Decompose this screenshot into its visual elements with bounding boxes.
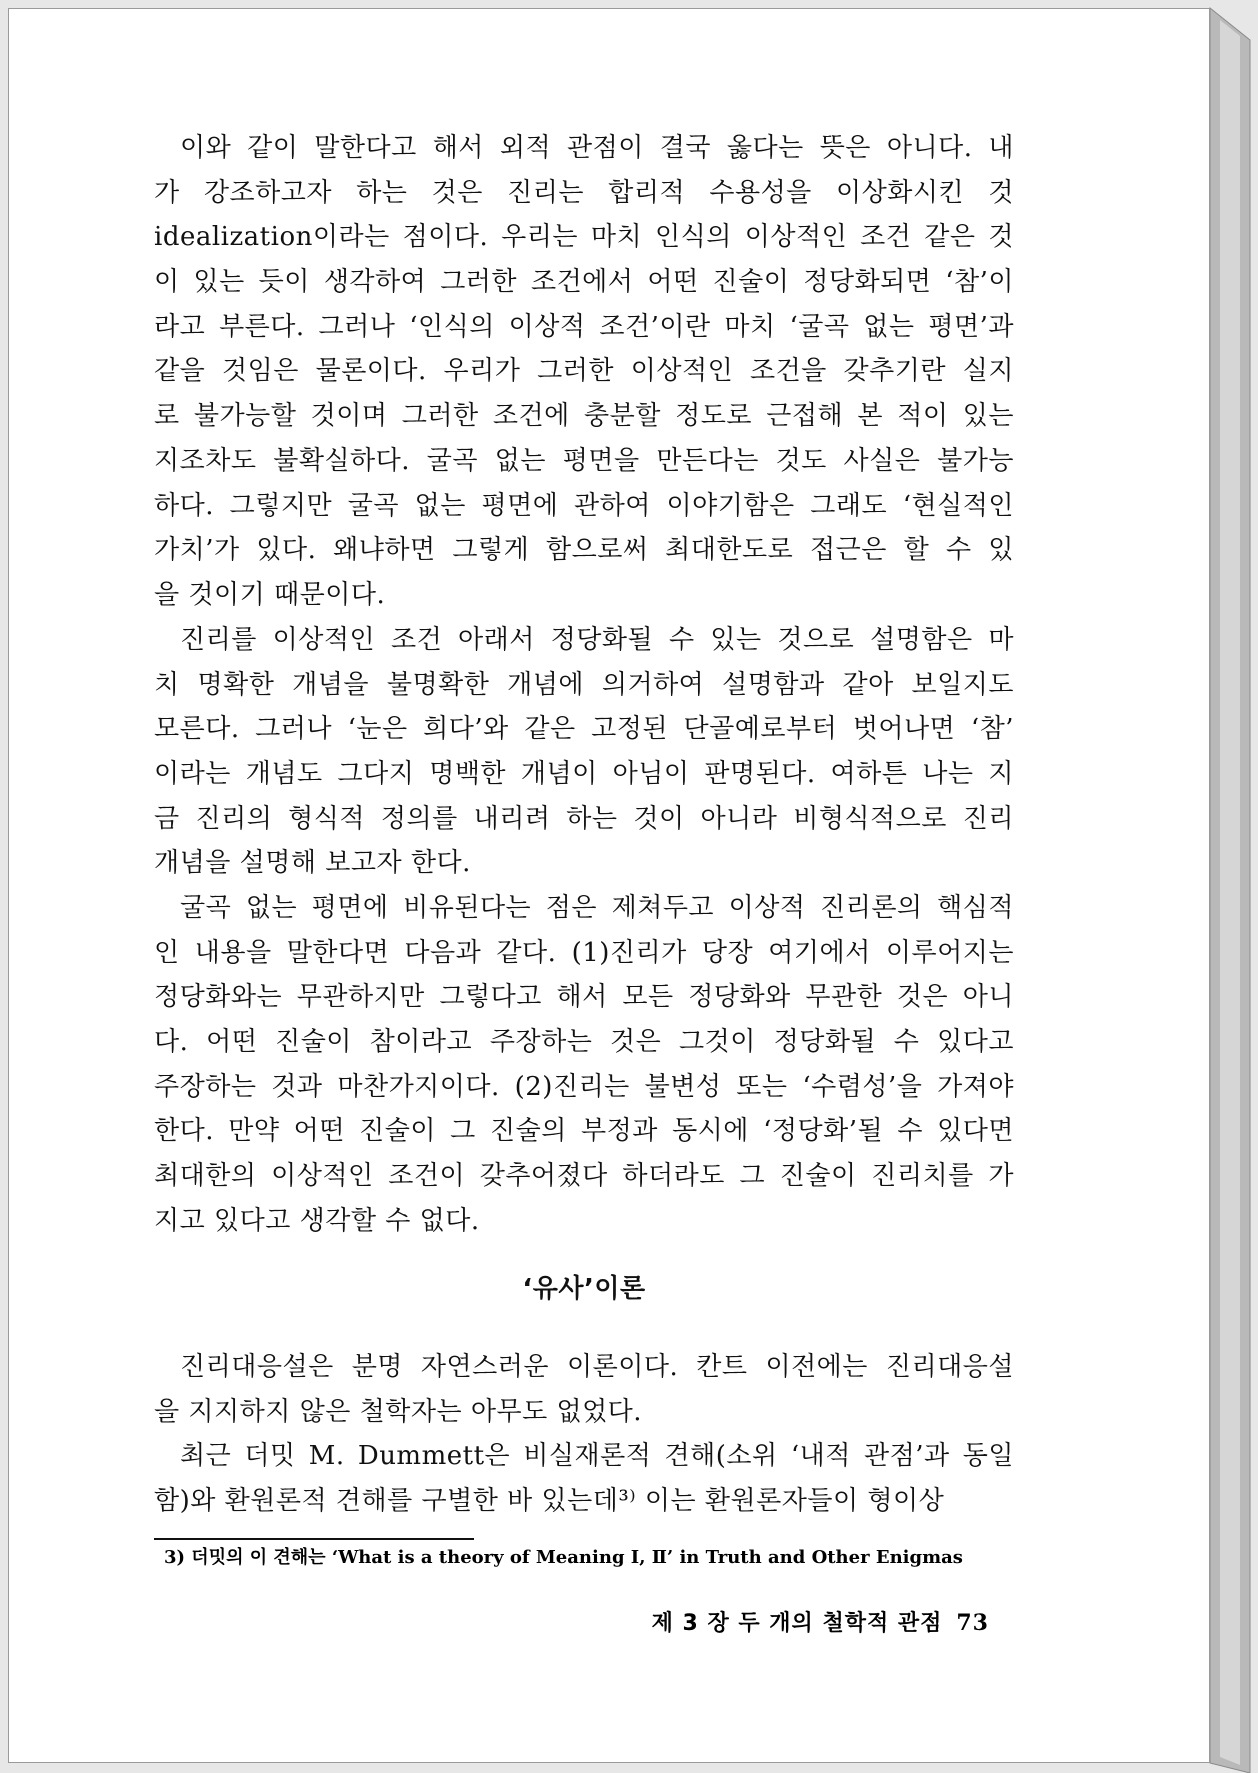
text-line: 가치’가 있다. 왜냐하면 그렇게 함으로써 최대한도로 접근은 할 수 있 [154, 535, 1014, 566]
section-heading: ‘유사’이론 [522, 1274, 646, 1304]
text-line: 이라는 개념도 그다지 명백한 개념이 아님이 판명된다. 여하튼 나는 지 [154, 759, 1014, 790]
paragraph-2 [154, 618, 1014, 886]
text-line: 함)와 환원론적 견해를 구별한 바 있는데³⁾ 이는 환원론자들이 형이상 [154, 1485, 945, 1516]
text-line: 이 있는 듯이 생각하여 그러한 조건에서 어떤 진술이 정당화되면 ‘참’이 [154, 267, 1014, 298]
text-line: 로 불가능할 것이며 그러한 조건에 충분할 정도로 근접해 본 적이 있는 [154, 401, 1014, 432]
chapter-title: 제 3 장 두 개의 철학적 관점 [651, 1611, 943, 1636]
page-number: 73 [956, 1610, 989, 1636]
text-line: 금 진리의 형식적 정의를 내리려 하는 것이 아니라 비형식적으로 진리 [154, 803, 1014, 834]
paragraph-1 [154, 126, 1014, 618]
text-line: 모른다. 그러나 ‘눈은 희다’와 같은 고정된 단골예로부터 벗어나면 ‘참’ [154, 714, 1014, 745]
text-line: 하다. 그렇지만 굴곡 없는 평면에 관하여 이야기함은 그래도 ‘현실적인 [154, 490, 1014, 521]
text-line: 진리를 이상적인 조건 아래서 정당화될 수 있는 것으로 설명함은 마 [180, 625, 1014, 655]
text-line: 을 것이기 때문이다. [154, 579, 386, 610]
running-footer [603, 1606, 989, 1637]
paragraph-5 [154, 1434, 1014, 1523]
text-line: 진리대응설은 분명 자연스러운 이론이다. 칸트 이전에는 진리대응설 [180, 1352, 1014, 1382]
text-line: 인 내용을 말한다면 다음과 같다. (1)진리가 당장 여기에서 이루어지는 [154, 937, 1014, 968]
footnote-rule [154, 1538, 474, 1540]
text-line: 라고 부른다. 그러나 ‘인식의 이상적 조건’이란 마치 ‘굴곡 없는 평면’과 [154, 311, 1014, 342]
text-line: 을 지지하지 않은 철학자는 아무도 없었다. [154, 1396, 643, 1427]
text-line: 치 명확한 개념을 불명확한 개념에 의거하여 설명함과 같아 보일지도 [154, 669, 1014, 700]
text-line: 지조차도 불확실하다. 굴곡 없는 평면을 만든다는 것도 사실은 불가능 [154, 445, 1014, 476]
paragraph-3 [154, 886, 1014, 1244]
text-line: 정당화와는 무관하지만 그렇다고 해서 모든 정당화와 무관한 것은 아니 [154, 982, 1014, 1013]
text-line: 굴곡 없는 평면에 비유된다는 점은 제쳐두고 이상적 진리론의 핵심적 [180, 893, 1014, 923]
text-line: 최근 더밋 M. Dummett은 비실재론적 견해(소위 ‘내적 관점’과 동일 [180, 1441, 1014, 1471]
footnote: 3) 더밋의 이 견해는 ‘What is a theory of Meaning Ⅰ, Ⅱ’ in Truth and Other Enigmas [164, 1547, 963, 1568]
text-line: 최대한의 이상적인 조건이 갖추어졌다 하더라도 그 진술이 진리치를 가 [154, 1161, 1014, 1192]
text-line: idealization이라는 점이다. 우리는 마치 인식의 이상적인 조건 같은 것 [154, 222, 1014, 253]
text-line: 같을 것임은 물론이다. 우리가 그러한 이상적인 조건을 갖추기란 실지 [154, 356, 1014, 387]
text-line: 이와 같이 말한다고 해서 외적 관점이 결국 옳다는 뜻은 아니다. 내 [180, 133, 1014, 163]
text-line: 다. 어떤 진술이 참이라고 주장하는 것은 그것이 정당화될 수 있다고 [154, 1027, 1014, 1058]
text-line: 가 강조하고자 하는 것은 진리는 합리적 수용성을 이상화시킨 것 [154, 177, 1014, 208]
text-line: 개념을 설명해 보고자 한다. [154, 848, 471, 879]
text-line: 한다. 만약 어떤 진술이 그 진술의 부정과 동시에 ‘정당화’될 수 있다면 [154, 1116, 1014, 1147]
text-line: 지고 있다고 생각할 수 없다. [154, 1205, 480, 1236]
paragraph-4 [154, 1345, 1014, 1434]
text-line: 주장하는 것과 마찬가지이다. (2)진리는 불변성 또는 ‘수렴성’을 가져야 [154, 1071, 1014, 1102]
